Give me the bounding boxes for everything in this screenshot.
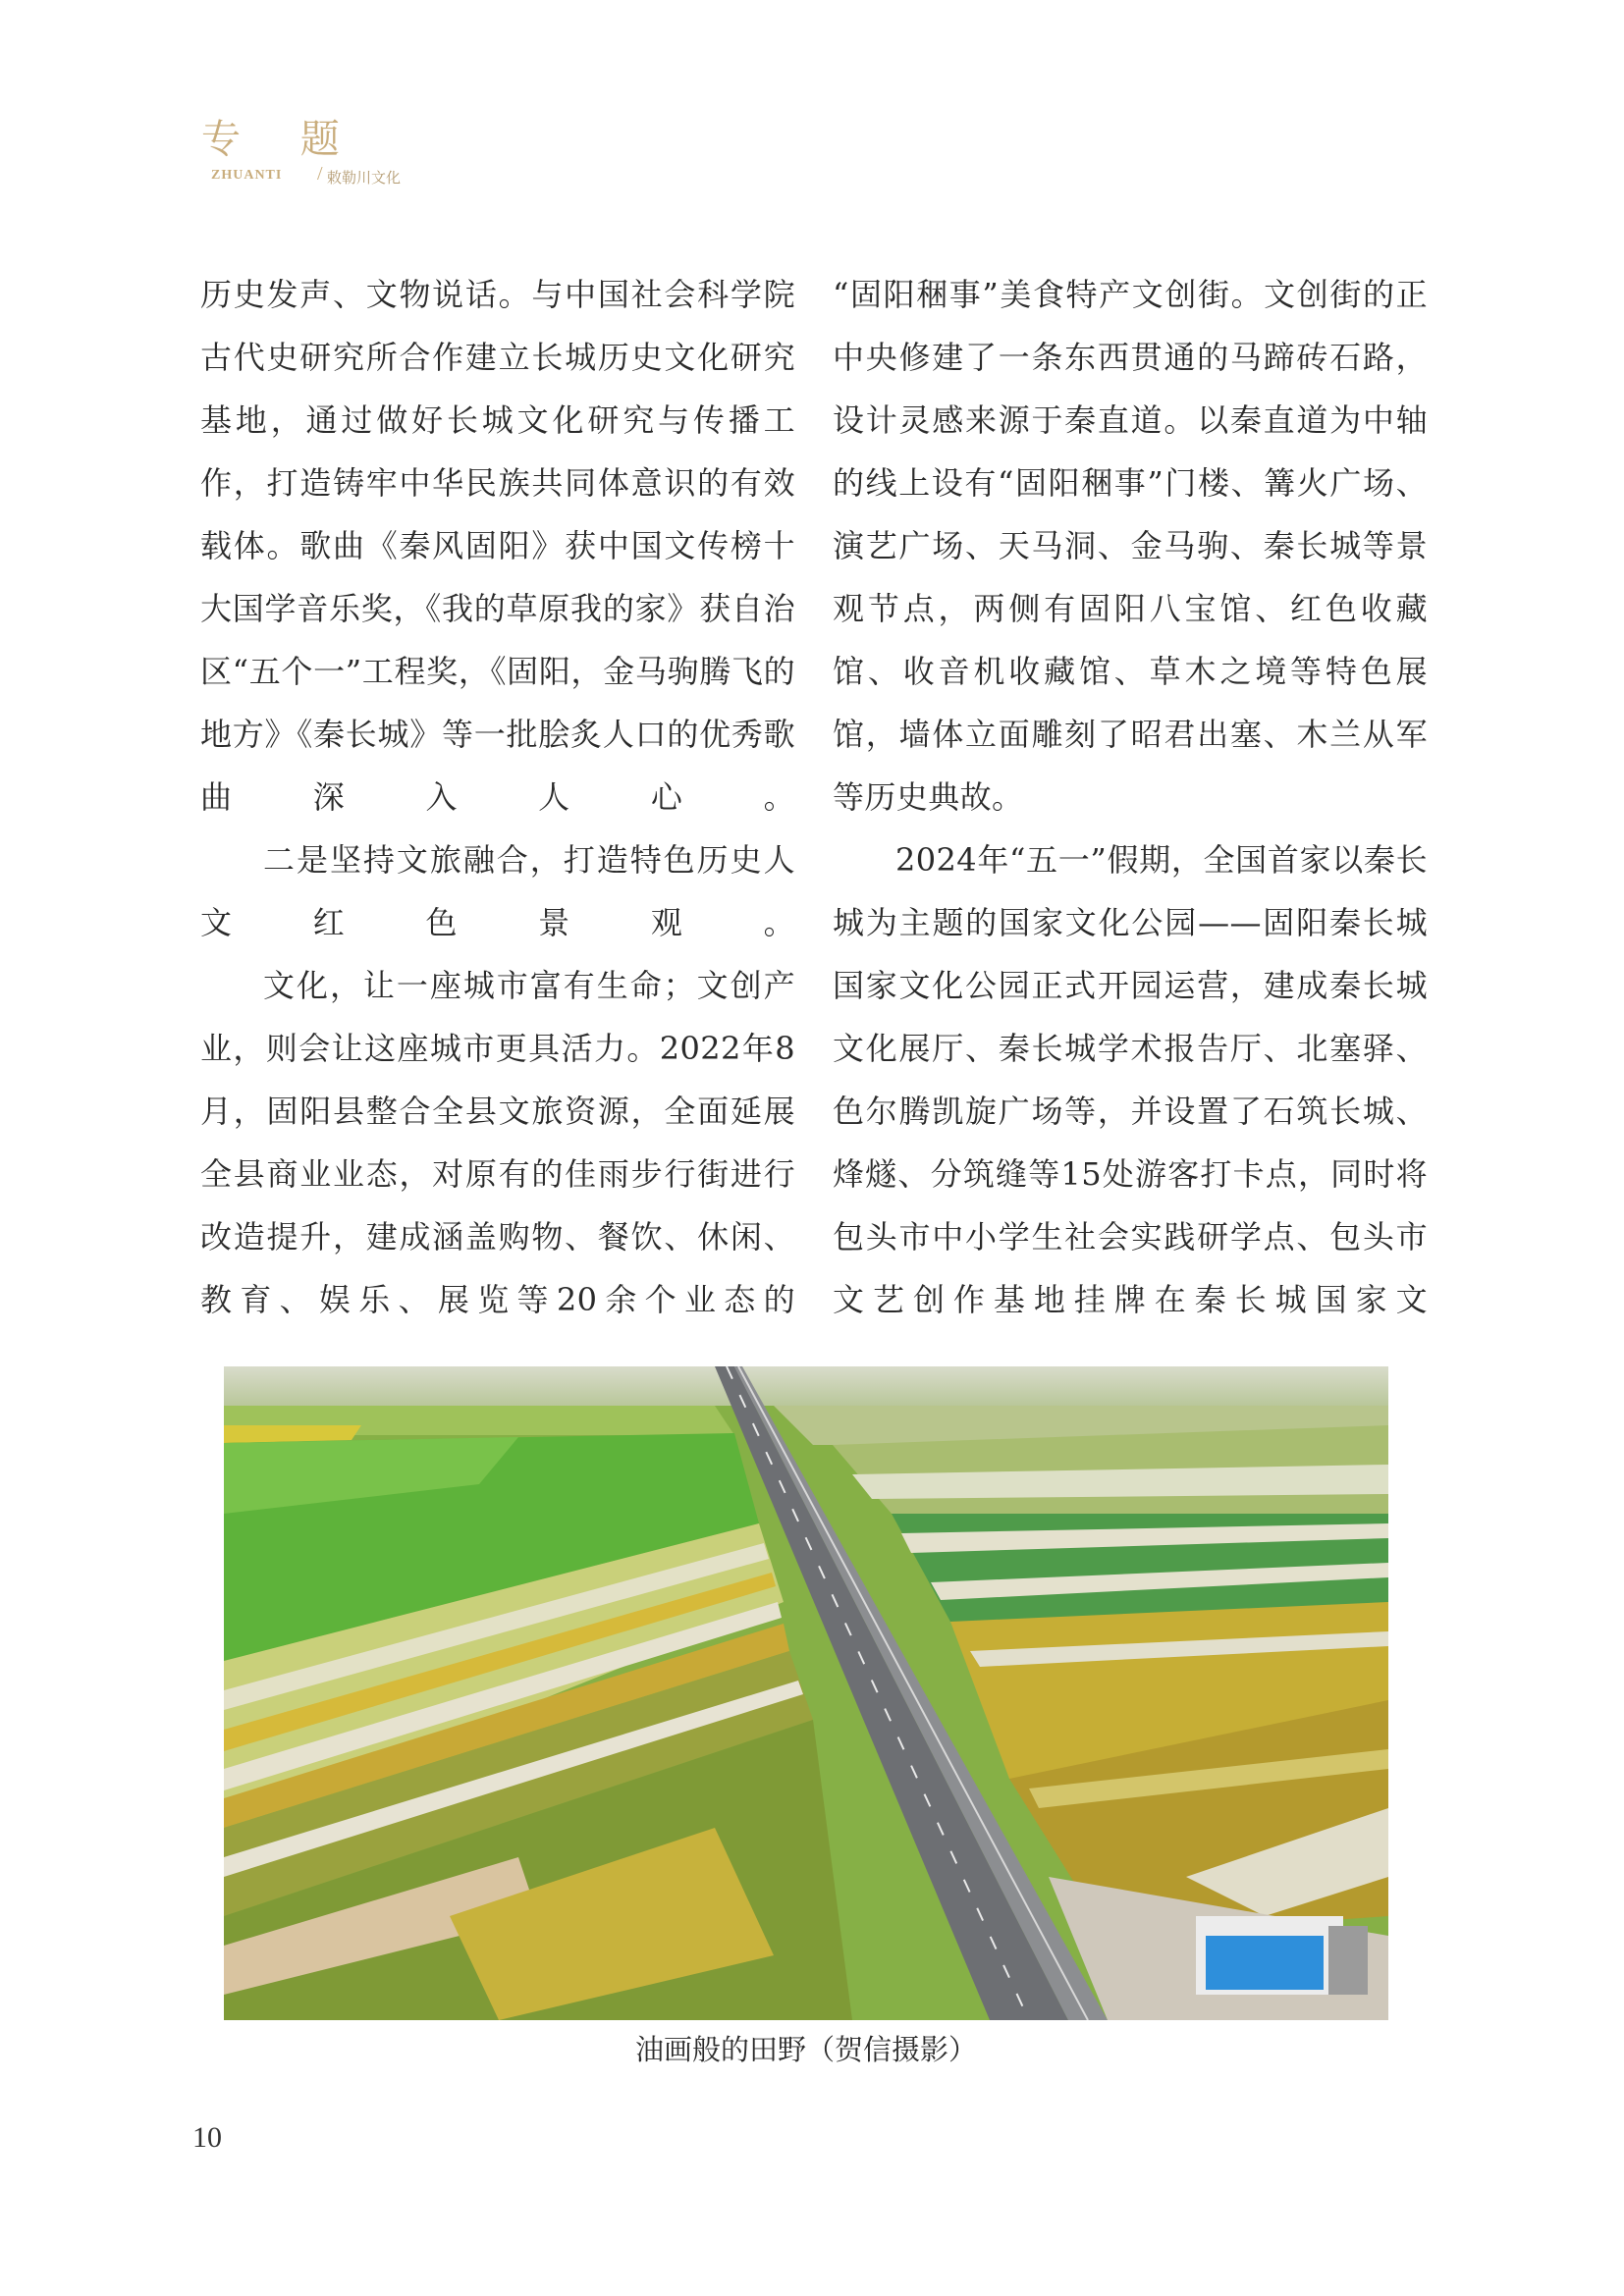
field-photo	[224, 1366, 1388, 2020]
paragraph: 文化，让一座城市富有生命；文创产业，则会让这座城市更具活力。2022年8月，固阳县整合全县文旅资源，全面延展全县商业业态，对原有的佳雨步行街进行改造提升，建成涵盖购物、餐饮、休闲、教育、娱乐、展览等20余个业态的	[200, 967, 795, 1318]
paragraph: 二是坚持文旅融合，打造特色历史人文红色景观。	[200, 841, 795, 941]
header-slash: /	[317, 163, 323, 185]
page-number: 10	[192, 2121, 222, 2154]
column-name: 敕勒川文化	[327, 169, 402, 187]
paragraph: “固阳稇事”美食特产文创街。文创街的正中央修建了一条东西贯通的马蹄砖石路，设计灵感来源于秦直道。以秦直道为中轴的线上设有“固阳稇事”门楼、篝火广场、演艺广场、天马洞、金马驹、秦长城等景观节点，两侧有固阳八宝馆、红色收藏馆、收音机收藏馆、草木之境等特色展馆，墙体立面雕刻了昭君出塞、木兰从军等历史典故。	[833, 276, 1428, 816]
section-pinyin: ZHUANTI	[211, 168, 283, 183]
page-header	[201, 116, 496, 194]
aerial-field-illustration	[224, 1366, 1388, 2020]
paragraph: 历史发声、文物说话。与中国社会科学院古代史研究所合作建立长城历史文化研究基地，通过做好长城文化研究与传播工作，打造铸牢中华民族共同体意识的有效载体。歌曲《秦风固阳》获中国文传榜十大国学音乐奖，《我的草原我的家》获自治区“五个一”工程奖，《固阳，金马驹腾飞的地方》《秦长城》等一批脍炙人口的优秀歌曲深入人心。	[200, 276, 795, 816]
paragraph: 2024年“五一”假期，全国首家以秦长城为主题的国家文化公园——固阳秦长城国家文化公园正式开园运营，建成秦长城文化展厅、秦长城学术报告厅、北塞驿、色尔腾凯旋广场等，并设置了石筑长城、烽燧、分筑缝等15处游客打卡点，同时将包头市中小学生社会实践研学点、包头市文艺创作基地挂牌在秦长城国家文	[833, 841, 1428, 1318]
section-title: 专 题	[201, 117, 363, 162]
photo-caption: 油画般的田野（贺信摄影）	[634, 2033, 977, 2066]
left-column	[200, 263, 795, 1331]
right-column	[833, 263, 1428, 1331]
